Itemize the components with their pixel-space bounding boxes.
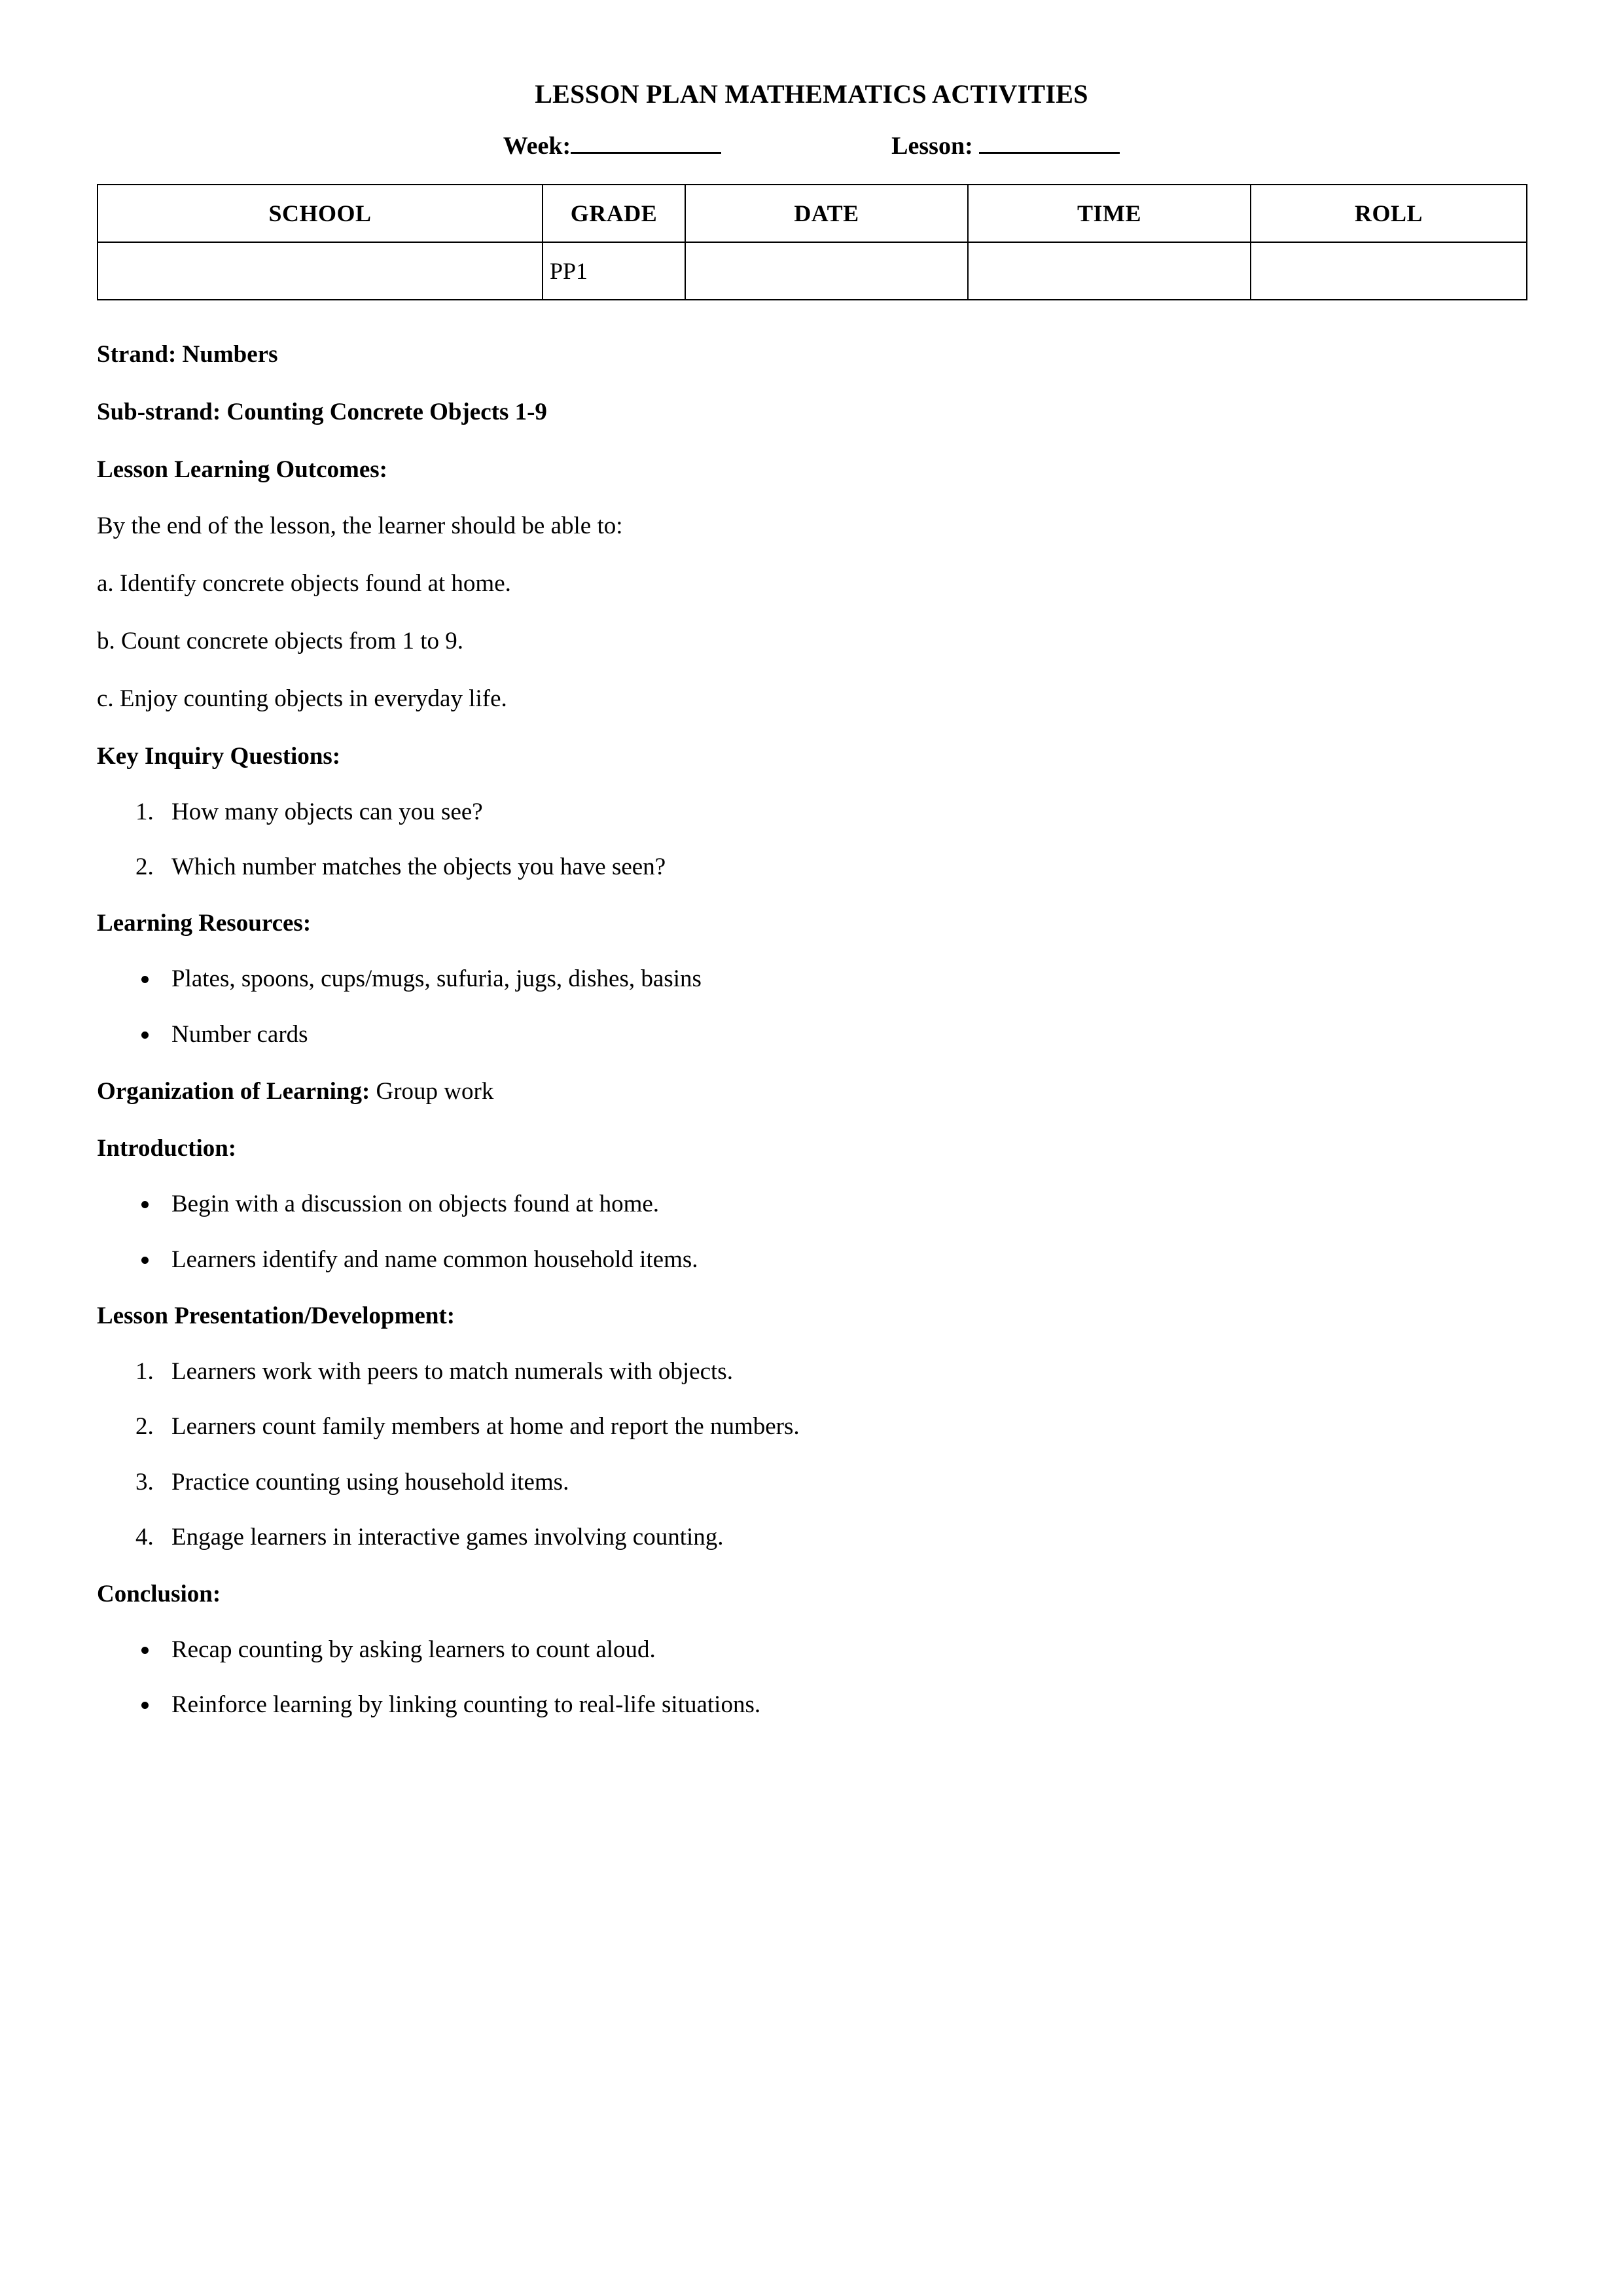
outcome-b: b. Count concrete objects from 1 to 9. — [97, 628, 464, 655]
outcomes-heading: Lesson Learning Outcomes: — [97, 456, 387, 483]
header-school: SCHOOL — [98, 185, 543, 242]
organization-label: Organization of Learning: — [97, 1078, 370, 1105]
conclusion-list — [97, 1636, 1526, 1720]
inquiry-list — [97, 798, 1526, 882]
lesson-blank[interactable] — [979, 152, 1120, 154]
list-item: • Begin with a discussion on objects found at home. — [160, 1190, 1526, 1219]
list-item: • Plates, spoons, cups/mugs, sufuria, jugs, dishes, basins — [160, 965, 1526, 994]
strand-line: Strand: Numbers — [97, 341, 278, 368]
outcome-c: c. Enjoy counting objects in everyday life. — [97, 685, 507, 713]
cell-date[interactable] — [685, 242, 968, 300]
list-item: 4. Engage learners in interactive games involving counting. — [160, 1523, 1526, 1552]
list-item: • Reinforce learning by linking counting to real-life situations. — [160, 1691, 1526, 1719]
cell-school[interactable] — [98, 242, 543, 300]
conclusion-heading: Conclusion: — [97, 1580, 221, 1607]
cell-time[interactable] — [968, 242, 1251, 300]
list-item: 3. Practice counting using household items. — [160, 1468, 1526, 1497]
list-item: 2. Learners count family members at home and report the numbers. — [160, 1412, 1526, 1441]
header-date: DATE — [685, 185, 968, 242]
info-table — [97, 184, 1527, 300]
lesson-label: Lesson: — [891, 132, 973, 160]
list-item: 2. Which number matches the objects you have seen? — [160, 853, 1526, 882]
presentation-heading: Lesson Presentation/Development: — [97, 1302, 455, 1330]
week-label: Week: — [503, 132, 571, 160]
presentation-list — [97, 1357, 1526, 1552]
inquiry-heading: Key Inquiry Questions: — [97, 742, 341, 770]
cell-grade[interactable]: PP1 — [543, 242, 685, 300]
substrand-line: Sub-strand: Counting Concrete Objects 1-9 — [97, 399, 547, 426]
table-row — [98, 242, 1527, 300]
list-item: • Number cards — [160, 1020, 1526, 1049]
list-item: 1. Learners work with peers to match numerals with objects. — [160, 1357, 1526, 1386]
table-header-row — [98, 185, 1527, 242]
outcomes-intro: By the end of the lesson, the learner should be able to: — [97, 512, 623, 539]
week-blank[interactable] — [571, 152, 721, 154]
list-item: • Learners identify and name common household items. — [160, 1246, 1526, 1274]
list-item: • Recap counting by asking learners to count aloud. — [160, 1636, 1526, 1664]
introduction-list — [97, 1190, 1526, 1274]
list-item: 1. How many objects can you see? — [160, 798, 1526, 827]
organization-value: Group work — [376, 1078, 494, 1105]
introduction-heading: Introduction: — [97, 1135, 237, 1162]
outcome-a: a. Identify concrete objects found at home. — [97, 569, 511, 597]
lesson-field — [891, 132, 1120, 160]
header-roll: ROLL — [1251, 185, 1527, 242]
week-field — [503, 132, 721, 160]
cell-roll[interactable] — [1251, 242, 1527, 300]
page-title: LESSON PLAN MATHEMATICS ACTIVITIES — [535, 79, 1088, 109]
header-grade: GRADE — [543, 185, 685, 242]
header-time: TIME — [968, 185, 1251, 242]
organization-line — [97, 1077, 1526, 1107]
resources-list — [97, 965, 1526, 1049]
meta-line — [97, 132, 1526, 160]
resources-heading: Learning Resources: — [97, 910, 312, 937]
